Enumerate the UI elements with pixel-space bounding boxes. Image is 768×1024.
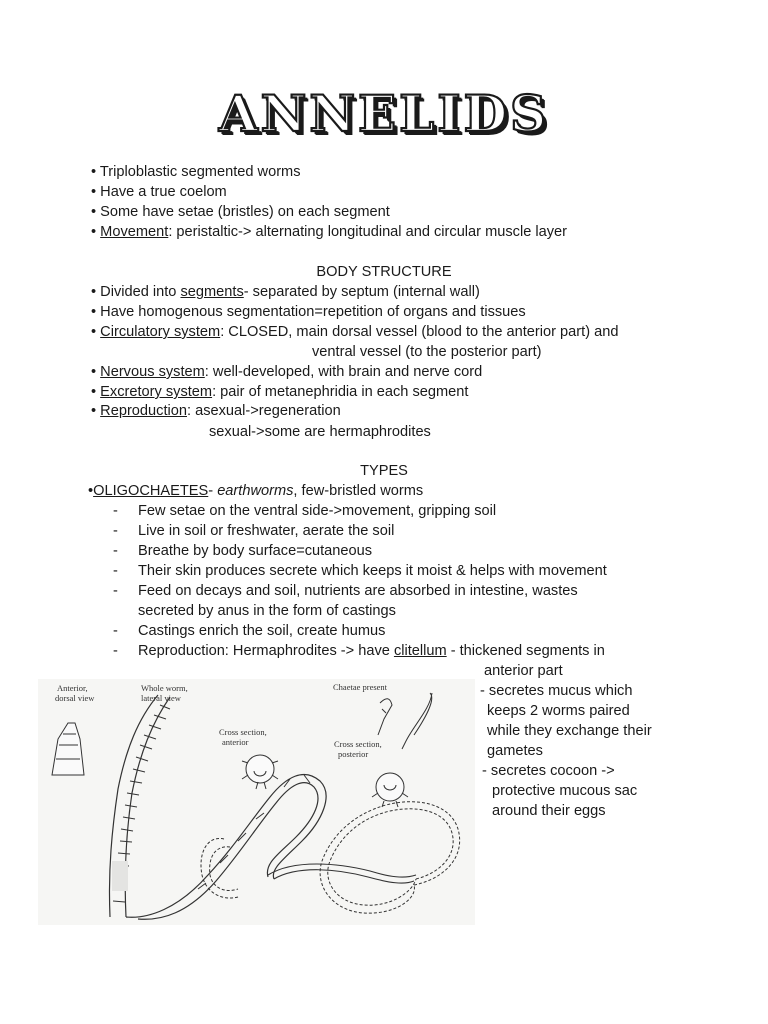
label-anterior-view: dorsal view [55, 693, 95, 703]
label-cross-posterior: Cross section, [334, 739, 382, 749]
point-reproduction: Reproduction: Hermaphrodites -> have clitellum - thickened segments in [138, 643, 605, 659]
label-whole: Whole worm, [141, 683, 188, 693]
earthworm-figure [38, 679, 475, 925]
point-breathe: Breathe by body surface=cutaneous [138, 543, 373, 559]
bullet-coelom: • Have a true coelom [91, 184, 227, 200]
earthworm-illustration [38, 679, 475, 925]
point-castings: Castings enrich the soil, create humus [138, 623, 386, 639]
label-cross-anterior-2: anterior [222, 737, 249, 747]
point-skin: Their skin produces secrete which keeps it moist & helps with movement [138, 563, 607, 579]
point-feed: Feed on decays and soil, nutrients are absorbed in intestine, wastes [138, 583, 578, 599]
oligochaetes-heading: •OLIGOCHAETES- earthworms, few-bristled worms [88, 483, 424, 499]
section-heading-body: BODY STRUCTURE [316, 264, 452, 280]
point-soil: Live in soil or freshwater, aerate the soil [138, 523, 395, 539]
label-anterior: Anterior, [57, 683, 88, 693]
bullet-movement: • Movement: peristaltic-> alternating longitudinal and circular muscle layer [91, 224, 567, 240]
clitellum-line: keeps 2 worms paired [487, 703, 630, 719]
clitellum-line: - secretes cocoon -> [482, 763, 615, 779]
clitellum-line: gametes [487, 743, 543, 759]
label-chaetae: Chaetae present [333, 682, 388, 692]
label-cross-anterior: Cross section, [219, 727, 267, 737]
bullet-reproduction: • Reproduction: asexual->regeneration [91, 403, 341, 419]
bullet-excretory: • Excretory system: pair of metanephridia in each segment [91, 384, 469, 400]
bullet-setae: • Some have setae (bristles) on each segment [91, 204, 390, 220]
bullet-triploblastic: • Triploblastic segmented worms [91, 164, 301, 180]
clitellum-line: anterior part [484, 663, 563, 679]
clitellum-line: protective mucous sac [492, 783, 638, 799]
clitellum-line: while they exchange their [487, 723, 652, 739]
circulatory-continued: ventral vessel (to the posterior part) [312, 344, 542, 360]
point-setae: Few setae on the ventral side->movement, gripping soil [138, 503, 497, 519]
bullet-homogenous: • Have homogenous segmentation=repetition of organs and tissues [91, 304, 526, 320]
bullet-nervous: • Nervous system: well-developed, with brain and nerve cord [91, 364, 483, 380]
label-whole-view: lateral view [141, 693, 181, 703]
label-cross-posterior-2: posterior [338, 749, 369, 759]
point-feed-continued: secreted by anus in the form of castings [138, 603, 396, 619]
clitellum-line: around their eggs [492, 803, 606, 819]
bullet-segments: • Divided into segments- separated by septum (internal wall) [91, 284, 480, 300]
clitellum-line: - secretes mucus which [480, 683, 633, 699]
page-title: ANNELIDS [218, 84, 550, 143]
section-heading-types: TYPES [360, 463, 408, 479]
bullet-circulatory: • Circulatory system: CLOSED, main dorsal vessel (blood to the anterior part) and [91, 324, 619, 340]
reproduction-continued: sexual->some are hermaphrodites [209, 424, 431, 440]
